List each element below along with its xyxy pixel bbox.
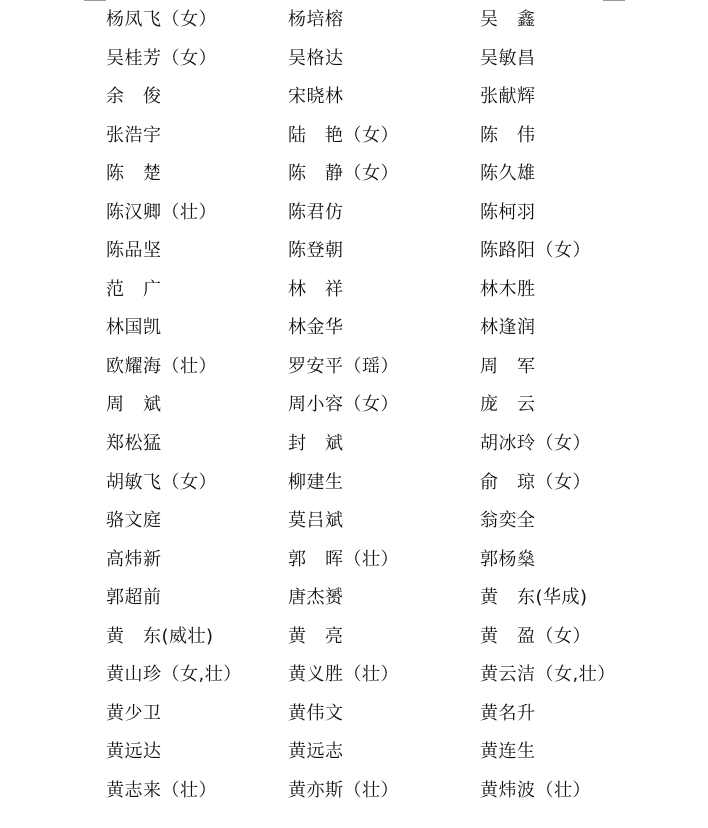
name-cell: 陈君仿 (288, 201, 344, 223)
name-cell: 林 祥 (288, 278, 344, 300)
name-cell: 骆文庭 (106, 510, 162, 532)
name-cell: 胡冰玲（女） (480, 433, 591, 455)
name-cell: 黄 盈（女） (480, 625, 591, 647)
name-cell: 范 广 (106, 278, 162, 300)
name-cell: 黄少卫 (106, 702, 162, 724)
name-row (0, 467, 708, 506)
page-corner-mark-left (84, 0, 106, 1)
name-row (0, 4, 708, 43)
name-cell: 黄志来（壮） (106, 779, 217, 801)
name-cell: 封 斌 (288, 433, 344, 455)
name-row (0, 274, 708, 313)
name-cell: 高炜新 (106, 548, 162, 570)
name-row (0, 736, 708, 775)
name-cell: 陈品坚 (106, 240, 162, 262)
name-cell: 庞 云 (480, 394, 536, 416)
name-cell: 周小容（女） (288, 394, 399, 416)
name-row (0, 428, 708, 467)
name-cell: 黄 东(威壮) (106, 625, 214, 647)
name-cell: 陈登朝 (288, 240, 344, 262)
name-cell: 周 斌 (106, 394, 162, 416)
name-cell: 黄亦斯（壮） (288, 779, 399, 801)
name-row (0, 312, 708, 351)
name-cell: 陈汉卿（壮） (106, 201, 217, 223)
name-cell: 陈 楚 (106, 163, 162, 185)
name-cell: 林金华 (288, 317, 344, 339)
name-cell: 吴桂芳（女） (106, 47, 217, 69)
name-row (0, 621, 708, 660)
name-row (0, 43, 708, 82)
name-cell: 柳建生 (288, 471, 344, 493)
name-cell: 黄山珍（女,壮） (106, 664, 242, 686)
name-row (0, 582, 708, 621)
name-cell: 唐杰赟 (288, 587, 344, 609)
name-cell: 陈 静（女） (288, 163, 399, 185)
name-cell: 黄 亮 (288, 625, 344, 647)
name-cell: 吴格达 (288, 47, 344, 69)
name-cell: 张献辉 (480, 86, 536, 108)
name-cell: 陈久雄 (480, 163, 536, 185)
name-row (0, 659, 708, 698)
name-cell: 胡敏飞（女） (106, 471, 217, 493)
name-row (0, 544, 708, 583)
name-cell: 翁奕全 (480, 510, 536, 532)
name-cell: 郑松猛 (106, 433, 162, 455)
name-cell: 黄云洁（女,壮） (480, 664, 616, 686)
name-cell: 吴敏昌 (480, 47, 536, 69)
name-cell: 黄炜波（壮） (480, 779, 591, 801)
name-cell: 郭 晖（壮） (288, 548, 399, 570)
name-cell: 林木胜 (480, 278, 536, 300)
name-cell: 郭超前 (106, 587, 162, 609)
name-row (0, 698, 708, 737)
name-row (0, 389, 708, 428)
name-row (0, 81, 708, 120)
name-cell: 俞 琼（女） (480, 471, 591, 493)
name-cell: 欧耀海（壮） (106, 355, 217, 377)
name-cell: 莫吕斌 (288, 510, 344, 532)
name-cell: 周 军 (480, 355, 536, 377)
name-list (0, 4, 708, 813)
name-cell: 张浩宇 (106, 124, 162, 146)
name-cell: 黄 东(华成) (480, 587, 588, 609)
name-cell: 黄伟文 (288, 702, 344, 724)
name-cell: 罗安平（瑶） (288, 355, 399, 377)
name-cell: 陈 伟 (480, 124, 536, 146)
name-cell: 黄远达 (106, 741, 162, 763)
name-cell: 吴 鑫 (480, 9, 536, 30)
name-row (0, 351, 708, 390)
name-row (0, 235, 708, 274)
name-row (0, 775, 708, 814)
name-cell: 宋晓林 (288, 86, 344, 108)
name-cell: 陈路阳（女） (480, 240, 591, 262)
name-cell: 杨凤飞（女） (106, 9, 217, 30)
name-cell: 郭杨燊 (480, 548, 536, 570)
name-row (0, 158, 708, 197)
name-cell: 黄远志 (288, 741, 344, 763)
name-cell: 黄连生 (480, 741, 536, 763)
name-cell: 陆 艳（女） (288, 124, 399, 146)
name-cell: 杨培榕 (288, 9, 344, 30)
page-corner-mark-right (603, 0, 625, 1)
name-cell: 林逢润 (480, 317, 536, 339)
name-row (0, 197, 708, 236)
name-cell: 黄义胜（壮） (288, 664, 399, 686)
name-cell: 林国凯 (106, 317, 162, 339)
name-cell: 余 俊 (106, 86, 162, 108)
name-row (0, 505, 708, 544)
name-row (0, 120, 708, 159)
name-cell: 黄名升 (480, 702, 536, 724)
name-cell: 陈柯羽 (480, 201, 536, 223)
